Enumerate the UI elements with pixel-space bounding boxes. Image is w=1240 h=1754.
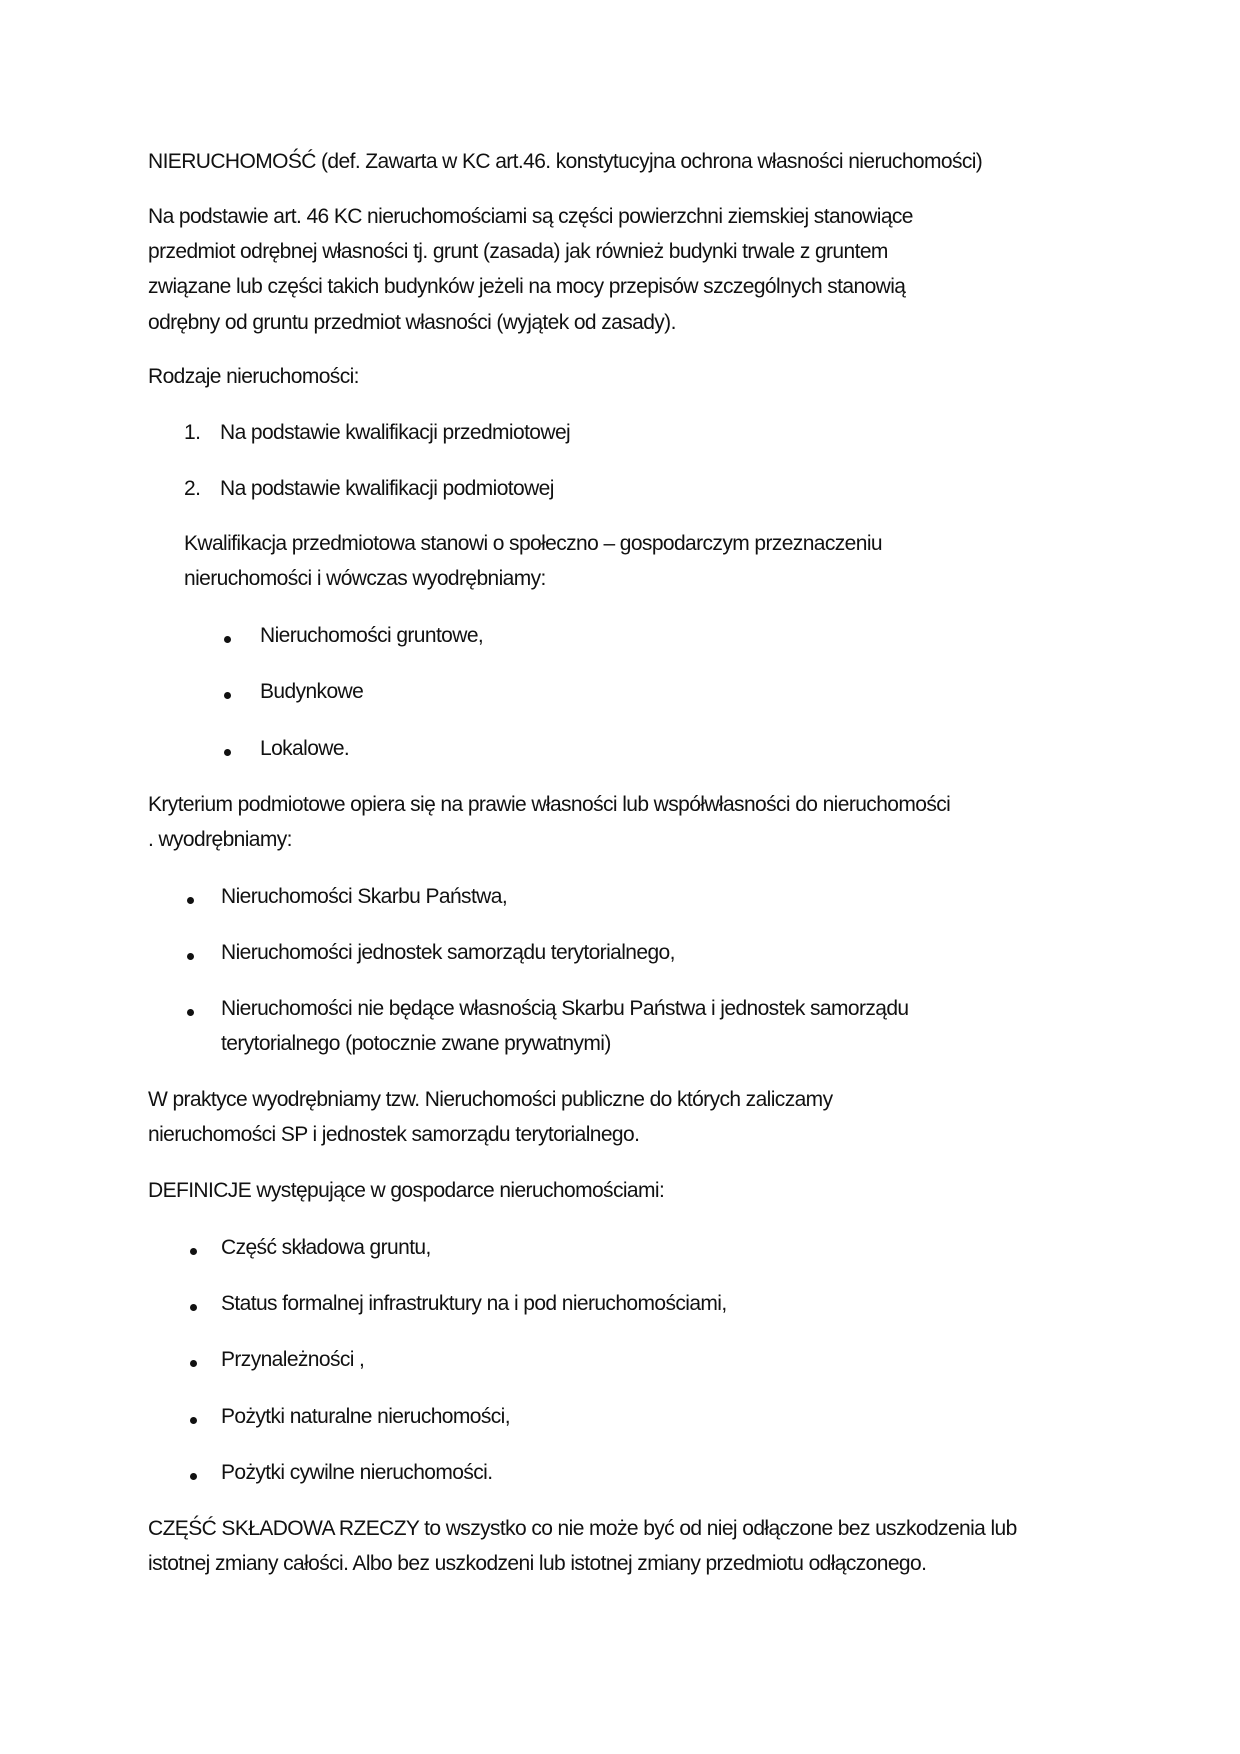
paragraph-line: związane lub części takich budynków jeżeli na mocy przepisów szczególnych stanowią [148, 275, 906, 298]
bullet-text: terytorialnego (potocznie zwane prywatnymi) [221, 1032, 611, 1055]
bullet-icon [190, 1248, 197, 1255]
paragraph-line: odrębny od gruntu przedmiot własności (wyjątek od zasady). [148, 311, 676, 334]
paragraph-line: CZĘŚĆ SKŁADOWA RZECZY to wszystko co nie może być od niej odłączone bez uszkodzenia lub [148, 1517, 1017, 1540]
bullet-icon [190, 1417, 197, 1424]
list-item-text: Na podstawie kwalifikacji podmiotowej [220, 477, 554, 500]
paragraph-line: Na podstawie art. 46 KC nieruchomościami są części powierzchni ziemskiej stanowiące [148, 205, 913, 228]
list-item-text: Na podstawie kwalifikacji przedmiotowej [220, 421, 571, 444]
bullet-icon [187, 897, 194, 904]
bullet-text: Pożytki naturalne nieruchomości, [221, 1405, 510, 1428]
paragraph-line: nieruchomości SP i jednostek samorządu terytorialnego. [148, 1123, 640, 1146]
paragraph-line: . wyodrębniamy: [148, 828, 292, 851]
bullet-icon [190, 1360, 197, 1367]
definitions-heading: DEFINICJE występujące w gospodarce nieruchomościami: [148, 1179, 665, 1202]
bullet-text: Nieruchomości Skarbu Państwa, [221, 885, 508, 908]
bullet-text: Lokalowe. [260, 737, 350, 760]
bullet-text: Pożytki cywilne nieruchomości. [221, 1461, 493, 1484]
document-title: NIERUCHOMOŚĆ (def. Zawarta w KC art.46. konstytucyjna ochrona własności nieruchomości) [148, 150, 983, 173]
bullet-text: Budynkowe [260, 680, 364, 703]
types-heading: Rodzaje nieruchomości: [148, 365, 359, 388]
paragraph-line: nieruchomości i wówczas wyodrębniamy: [184, 567, 546, 590]
paragraph-line: Kryterium podmiotowe opiera się na prawie własności lub współwłasności do nieruchomości [148, 793, 951, 816]
bullet-icon [190, 1473, 197, 1480]
bullet-text: Status formalnej infrastruktury na i pod nieruchomościami, [221, 1292, 727, 1315]
paragraph-line: przedmiot odrębnej własności tj. grunt (zasada) jak również budynki trwale z gruntem [148, 240, 888, 263]
bullet-icon [224, 749, 231, 756]
bullet-icon [190, 1304, 197, 1311]
list-number: 1. [184, 421, 201, 444]
list-number: 2. [184, 477, 201, 500]
bullet-icon [224, 692, 231, 699]
bullet-icon [187, 1009, 194, 1016]
bullet-text: Nieruchomości gruntowe, [260, 624, 484, 647]
bullet-icon [187, 953, 194, 960]
bullet-text: Nieruchomości nie będące własnością Skarbu Państwa i jednostek samorządu [221, 997, 909, 1020]
paragraph-line: W praktyce wyodrębniamy tzw. Nieruchomości publiczne do których zaliczamy [148, 1088, 833, 1111]
paragraph-line: Kwalifikacja przedmiotowa stanowi o społeczno – gospodarczym przeznaczeniu [184, 532, 882, 555]
paragraph-line: istotnej zmiany całości. Albo bez uszkodzeni lub istotnej zmiany przedmiotu odłączonego. [148, 1552, 927, 1575]
bullet-text: Nieruchomości jednostek samorządu terytorialnego, [221, 941, 675, 964]
bullet-icon [224, 636, 231, 643]
bullet-text: Część składowa gruntu, [221, 1236, 431, 1259]
bullet-text: Przynależności , [221, 1348, 365, 1371]
